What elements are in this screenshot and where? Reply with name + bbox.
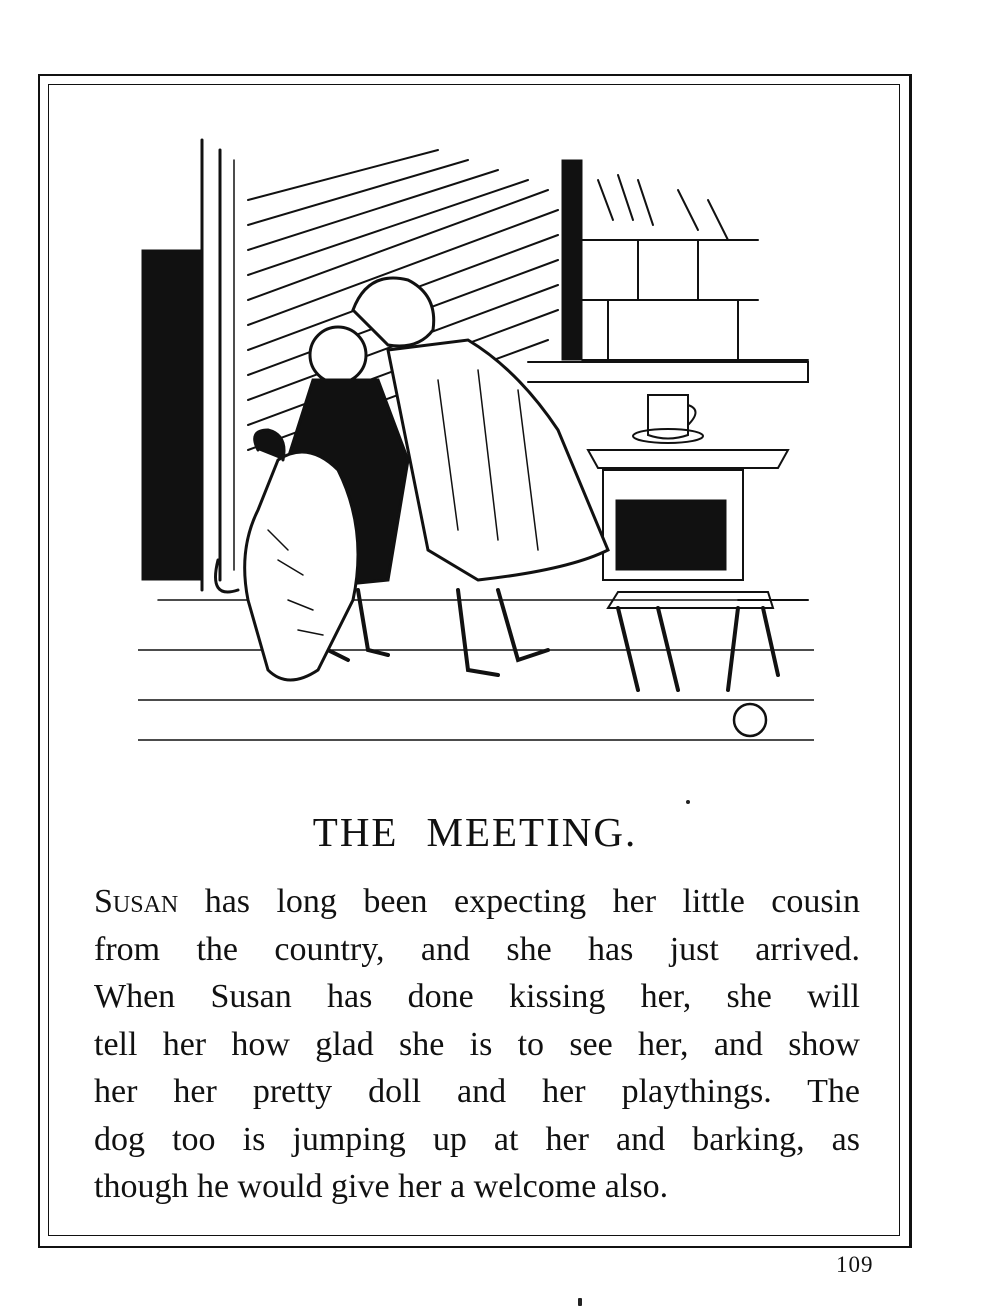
engraving-illustration (138, 130, 814, 762)
text-line-3: When Susan has done kissing her, she will (94, 978, 860, 1015)
story-paragraph (94, 878, 860, 1211)
text-line-4: tell her how glad she is to see her, and show (94, 1025, 860, 1063)
text-line-2: from the country, and she has just arrived. (94, 930, 860, 968)
text-line-7: though he would give her a welcome also. (94, 1168, 669, 1205)
ink-speck (686, 800, 690, 804)
page-title (0, 808, 950, 856)
text-line-6: dog too is jumping up at her and barking, as (94, 1120, 860, 1158)
text-line-1 (94, 878, 860, 926)
text-line-1-rest: has long been expecting her little cousin (178, 883, 860, 920)
title-word-meeting: MEETING. (426, 809, 638, 855)
text-line-5: her her pretty doll and her playthings. The (94, 1073, 860, 1110)
page-number: 109 (836, 1252, 874, 1277)
title-word-the: THE (312, 809, 399, 855)
ink-speck (578, 1298, 582, 1306)
lead-name-susan: Susan (94, 883, 179, 920)
